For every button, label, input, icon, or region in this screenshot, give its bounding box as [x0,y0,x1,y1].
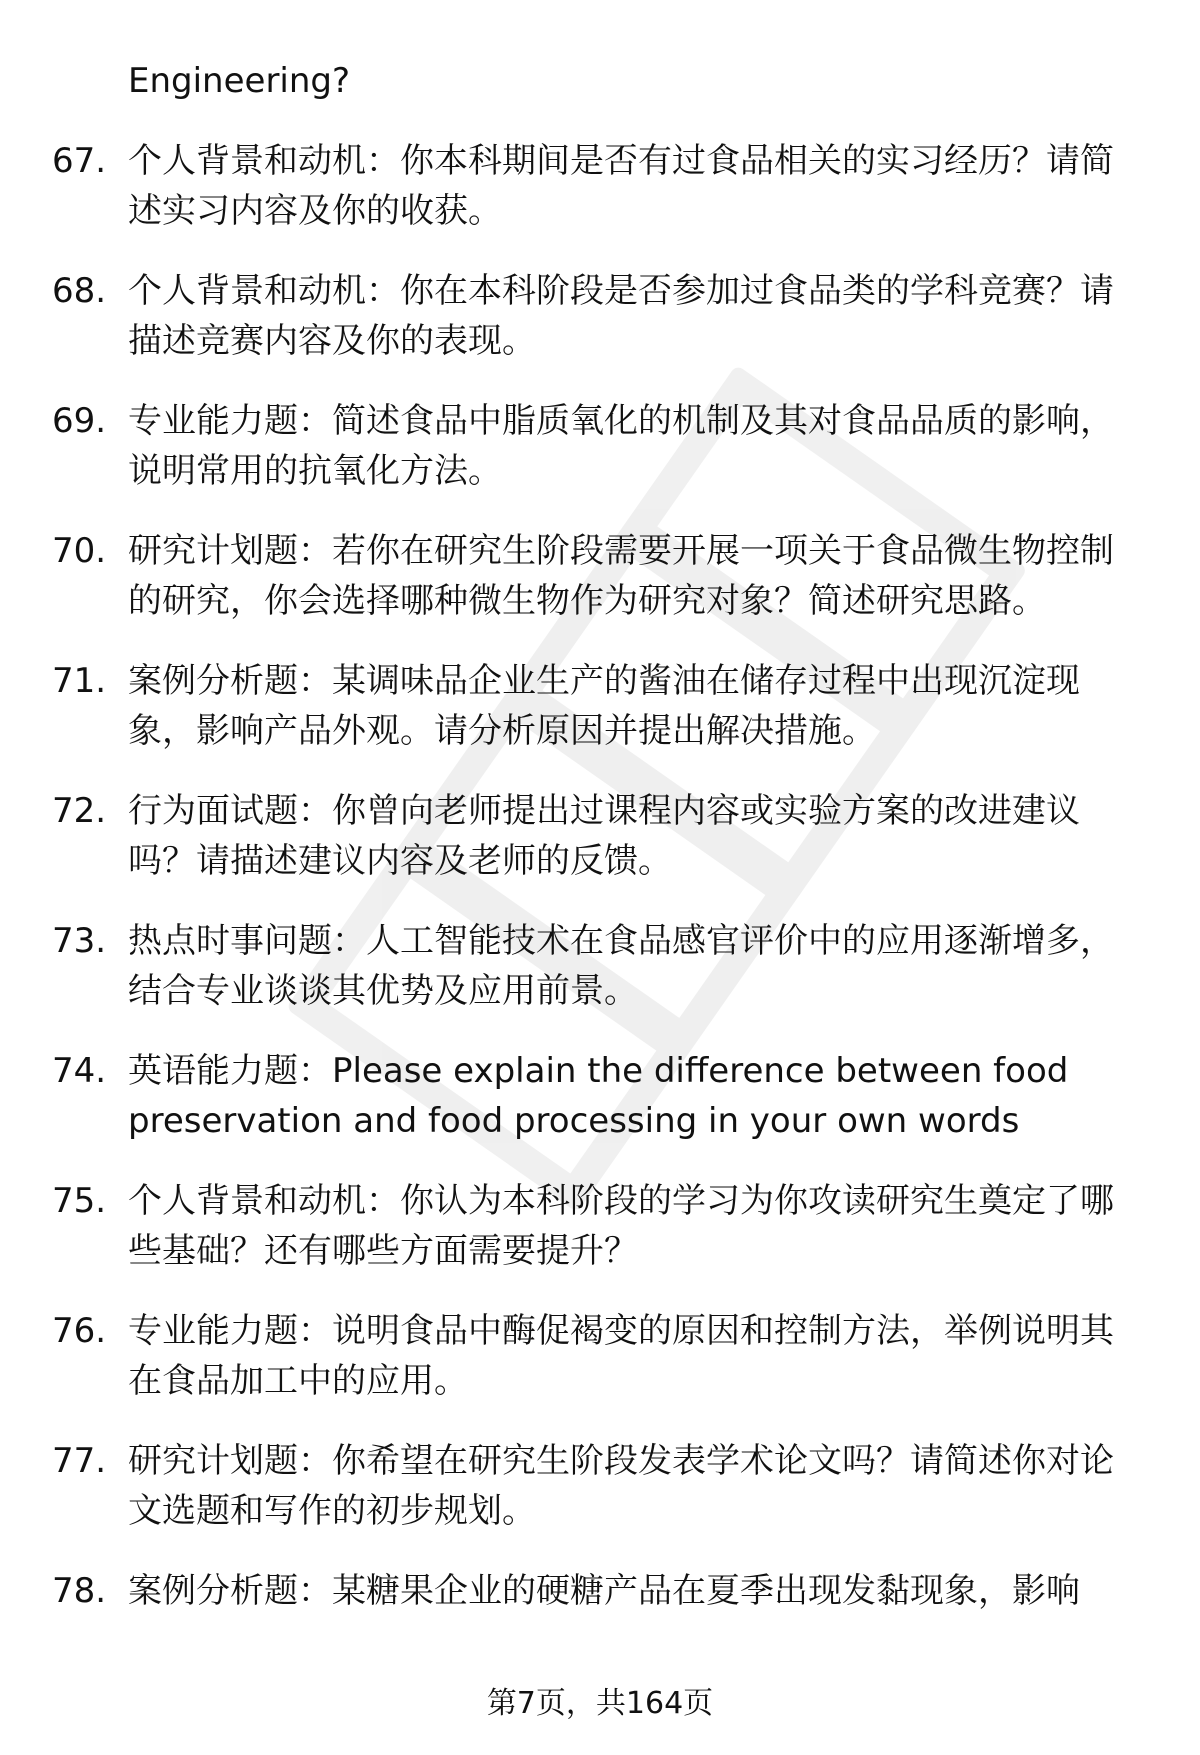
question-number: 75. [52,1181,107,1221]
question-number: 78. [52,1571,107,1611]
question-number: 73. [52,921,107,961]
question-item [0,266,1200,396]
question-number: 70. [52,531,107,571]
question-number: 68. [52,271,107,311]
question-item [0,1566,1200,1696]
question-number: 67. [52,141,107,181]
question-item [0,1436,1200,1566]
question-number: 77. [52,1441,107,1481]
question-number: 74. [52,1051,107,1091]
question-item [0,1046,1200,1176]
question-list [0,136,1200,1696]
question-number: 69. [52,401,107,441]
question-text: 专业能力题：说明食品中酶促褐变的原因和控制方法，举例说明其在食品加工中的应用。 [128,1311,1114,1401]
question-text: 案例分析题：某调味品企业生产的酱油在储存过程中出现沉淀现象，影响产品外观。请分析原因并提出解决措施。 [128,661,1080,751]
question-item [0,916,1200,1046]
continued-question-text: Engineering? [128,61,351,101]
question-text: 个人背景和动机：你在本科阶段是否参加过食品类的学科竞赛？请描述竞赛内容及你的表现。 [128,271,1114,361]
question-text: 案例分析题：某糖果企业的硬糖产品在夏季出现发黏现象，影响 [128,1571,1080,1611]
question-item [0,526,1200,656]
question-text: 热点时事问题：人工智能技术在食品感官评价中的应用逐渐增多，结合专业谈谈其优势及应用前景。 [128,921,1114,1011]
question-item [0,1306,1200,1436]
question-text: 行为面试题：你曾向老师提出过课程内容或实验方案的改进建议吗？请描述建议内容及老师的反馈。 [128,791,1080,881]
page-footer: 第7页，共164页 [486,1686,714,1721]
question-text: 研究计划题：若你在研究生阶段需要开展一项关于食品微生物控制的研究，你会选择哪种微生物作为研究对象？简述研究思路。 [128,531,1114,621]
question-item [0,396,1200,526]
question-text: 英语能力题：Please explain the difference between food preservation and food processing in your own words [128,1051,1069,1141]
question-text: 专业能力题：简述食品中脂质氧化的机制及其对食品品质的影响，说明常用的抗氧化方法。 [128,401,1114,491]
question-item [0,1176,1200,1306]
question-text: 个人背景和动机：你本科期间是否有过食品相关的实习经历？请简述实习内容及你的收获。 [128,141,1114,231]
question-text: 个人背景和动机：你认为本科阶段的学习为你攻读研究生奠定了哪些基础？还有哪些方面需要提升？ [128,1181,1114,1271]
question-item [0,656,1200,786]
question-number: 76. [52,1311,107,1351]
question-item [0,786,1200,916]
question-number: 72. [52,791,107,831]
question-item [0,136,1200,266]
question-number: 71. [52,661,107,701]
question-text: 研究计划题：你希望在研究生阶段发表学术论文吗？请简述你对论文选题和写作的初步规划。 [128,1441,1114,1531]
